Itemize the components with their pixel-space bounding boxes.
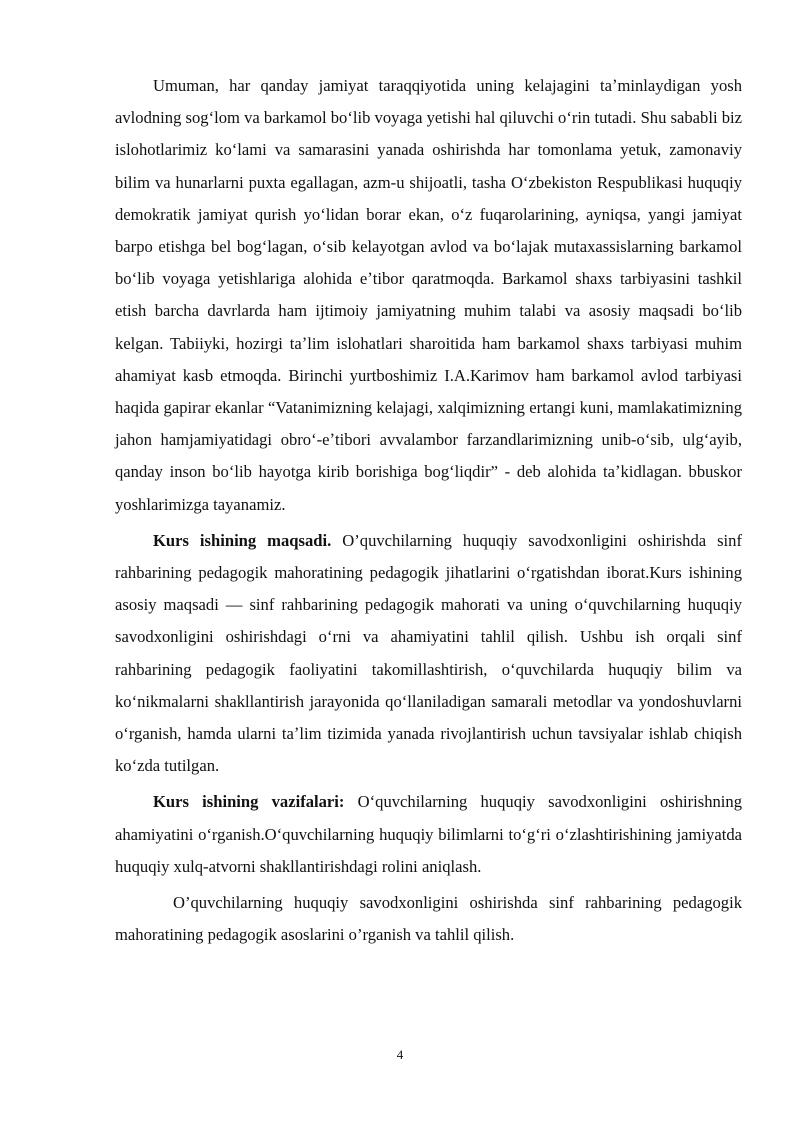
course-tasks-heading: Kurs ishining vazifalari:	[153, 792, 345, 812]
course-goal-text: O’quvchilarning huquqiy savodxonligini oshirishda sinf rahbarining pedagogik mahoratining pedagogik jihatlarini oʻrgatishdan iborat.Kurs ishining asosiy maqsadi — sinf rahbarining pedagogik mahorati va uning oʻquvchilarning huquqiy savodxonligini oshirishdagi oʻrni va ahamiyatini tahlil qilish. Ushbu ish orqali sinf rahbarining pedagogik faoliyatini takomillashtirish, oʻquvchilarda huquqiy bilim va koʻnikmalarni shakllantirish jarayonida qoʻllaniladigan samarali metodlar va yondoshuvlarni oʻrganish, hamda ularni taʼlim tizimida yanada rivojlantirish uchun tavsiyalar ishlab chiqish koʻzda tutilgan.	[115, 530, 742, 776]
intro-paragraph	[115, 70, 742, 521]
course-tasks-paragraph	[115, 786, 742, 883]
course-goal-paragraph	[115, 525, 742, 783]
intro-paragraph-text: Umuman, har qanday jamiyat taraqqiyotida uning kelajagini taʼminlaydigan yosh avlodning sogʻlom va barkamol boʻlib voyaga yetishi hal qiluvchi oʻrin tutadi. Shu sababli biz islohotlarimiz koʻlami va samarasini yanada oshirishda har tomonlama yetuk, zamonaviy bilim va hunarlarni puxta egallagan, azm-u shijoatli, tasha Oʻzbekiston Respublikasi huquqiy demokratik jamiyat qurish yoʻlidan borar ekan, oʻz fuqarolarining, ayniqsa, yangi jamiyat barpo etishga bel bogʻlagan, oʻsib kelayotgan avlod va boʻlajak mutaxassislarning barkamol boʻlib voyaga yetishlariga alohida eʼtibor qaratmoqda. Barkamol shaxs tarbiyasini tashkil etish barcha davrlarda ham ijtimoiy jamiyatning muhim talabi va asosiy maqsadi boʻlib kelgan. Tabiiyki, hozirgi taʼlim islohatlari sharoitida ham barkamol shaxs tarbiyasi muhim ahamiyat kasb etmoqda. Birinchi yurtboshimiz I.A.Karimov ham barkamol avlod tarbiyasi haqida gapirar ekanlar “Vatanimizning kelajagi, xalqimizning ertangi kuni, mamlakatimizning jahon hamjamiyatidagi obroʻ-eʼtibori avvalambor farzandlarimizning unib-oʻsib, ulgʻayib, qanday inson boʻlib hayotga kirib borishiga bogʻliqdir” - deb alohida taʼkidlagan. bbuskor yoshlarimizga tayanamiz.	[115, 76, 742, 514]
pedagogical-basis-paragraph	[115, 887, 742, 951]
document-page	[115, 70, 742, 951]
page-number: 4	[396, 1047, 404, 1062]
pedagogical-basis-text: O’quvchilarning huquqiy savodxonligini oshirishda sinf rahbarining pedagogik mahoratining pedagogik asoslarini o’rganish va tahlil qilish.	[115, 893, 742, 945]
course-goal-heading: Kurs ishining maqsadi.	[153, 530, 332, 550]
course-tasks-text: Oʻquvchilarning huquqiy savodxonligini oshirishning ahamiyatini oʻrganish.Oʻquvchilarning huquqiy bilimlarni toʻgʻri oʻzlashtirishining jamiyatda huquqiy xulq-atvorni shakllantirishdagi rolini aniqlash.	[115, 792, 742, 876]
